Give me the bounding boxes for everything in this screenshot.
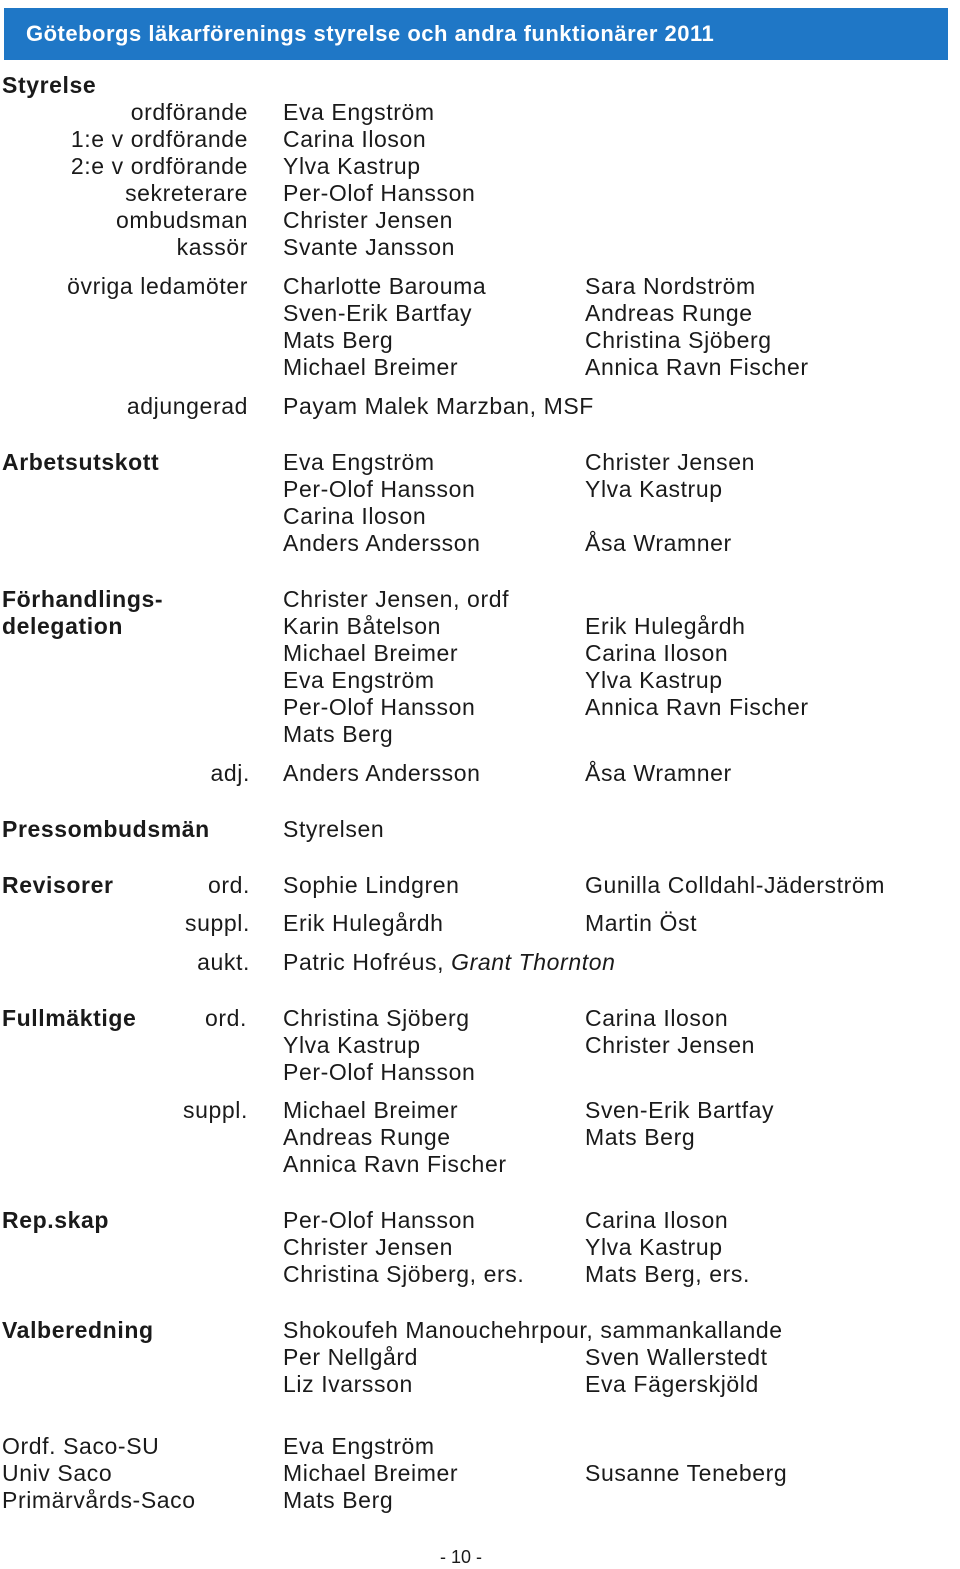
repskap-heading: Rep.skap [2,1207,110,1233]
role-name: Per-Olof Hansson [283,180,476,206]
member-name: Per-Olof Hansson [283,1059,476,1085]
member-name: Mats Berg [283,327,394,353]
suppl-label: suppl. [183,1097,248,1123]
member-name: Susanne Teneberg [585,1460,788,1486]
member-name: Mats Berg, ers. [585,1261,750,1287]
aukt-name: Patric Hofréus, [283,949,445,975]
member-name: Åsa Wramner [585,530,732,556]
ord-label: ord. [204,1005,247,1031]
member-name: Eva Engström [283,449,435,475]
role-label: ordförande [130,99,248,125]
role-name: Ylva Kastrup [283,153,421,179]
member-name: Åsa Wramner [585,760,732,786]
role-label: 2:e v ordförande [70,153,248,179]
member-name: Per-Olof Hansson [283,1207,476,1233]
role-label: kassör [176,234,248,260]
member-name: Per-Olof Hansson [283,476,476,502]
member-name: Mats Berg [585,1124,696,1150]
member-name: Eva Engström [283,1433,435,1459]
role-label: sekreterare [125,180,248,206]
member-name: Charlotte Barouma [283,273,487,299]
member-name: Annica Ravn Fischer [585,354,809,380]
member-name: Eva Engström [283,667,435,693]
member-name: Sven-Erik Bartfay [283,300,473,326]
member-name: Per-Olof Hansson [283,694,476,720]
member-name: Michael Breimer [283,354,459,380]
saco-label: Primärvårds-Saco [2,1487,196,1513]
member-name: Anders Andersson [283,530,481,556]
member-name: Annica Ravn Fischer [585,694,809,720]
member-name: Michael Breimer [283,1460,459,1486]
saco-label: Ordf. Saco-SU [2,1433,160,1459]
member-name: Eva Fägerskjöld [585,1371,759,1397]
aukt-entry [283,949,615,976]
role-label: 1:e v ordförande [70,126,248,152]
member-name: Sven Wallerstedt [585,1344,768,1370]
member-name: Ylva Kastrup [585,667,723,693]
member-name: Gunilla Colldahl-Jäderström [585,872,885,898]
member-name: Carina Iloson [283,503,427,529]
member-name: Anders Andersson [283,760,481,786]
ord-label: ord. [207,872,250,898]
member-name: Sven-Erik Bartfay [585,1097,775,1123]
saco-label: Univ Saco [2,1460,113,1486]
page-title-banner: Göteborgs läkarförenings styrelse och andra funktionärer 2011 [4,8,948,60]
role-name: Svante Jansson [283,234,456,260]
page-number: - 10 - [440,1547,483,1567]
member-name: Carina Iloson [585,640,729,666]
role-label: ombudsman [116,207,248,233]
member-name: Christina Sjöberg [585,327,772,353]
pressombudsman-value: Styrelsen [283,816,385,842]
member-name: Christer Jensen [283,1234,454,1260]
role-name: Christer Jensen [283,207,454,233]
role-name: Eva Engström [283,99,435,125]
member-name: Mats Berg [283,1487,394,1513]
member-name: Karin Båtelson [283,613,441,639]
forhandling-heading: delegation [2,613,124,639]
aukt-label: aukt. [197,949,250,975]
member-name: Mats Berg [283,721,394,747]
revisorer-heading: Revisorer [2,872,114,898]
ovriga-label: övriga ledamöter [67,273,248,299]
styrelse-heading: Styrelse [2,72,97,98]
member-name: Christina Sjöberg, ers. [283,1261,525,1287]
fullmaktige-heading: Fullmäktige [2,1005,137,1031]
member-name: Christer Jensen [585,1032,756,1058]
member-name: Ylva Kastrup [283,1032,421,1058]
member-name: Carina Iloson [585,1207,729,1233]
member-name: Sophie Lindgren [283,872,460,898]
member-name: Erik Hulegårdh [283,910,444,936]
member-name: Annica Ravn Fischer [283,1151,507,1177]
member-name: Christina Sjöberg [283,1005,470,1031]
adjungerad-name: Payam Malek Marzban, MSF [283,393,594,419]
member-name: Per Nellgård [283,1344,419,1370]
role-name: Carina Iloson [283,126,427,152]
arbetsutskott-heading: Arbetsutskott [2,449,160,475]
member-name: Michael Breimer [283,1097,459,1123]
suppl-label: suppl. [185,910,250,936]
forhandling-heading: Förhandlings- [2,586,164,612]
member-name: Andreas Runge [585,300,753,326]
member-name: Ylva Kastrup [585,476,723,502]
member-name: Erik Hulegårdh [585,613,746,639]
member-name: Liz Ivarsson [283,1371,413,1397]
pressombudsman-heading: Pressombudsmän [2,816,210,842]
adjungerad-label: adjungerad [126,393,248,419]
valberedning-heading: Valberedning [2,1317,154,1343]
member-name: Christer Jensen, ordf [283,586,510,612]
member-name: Carina Iloson [585,1005,729,1031]
member-name: Martin Öst [585,910,698,936]
member-name: Michael Breimer [283,640,459,666]
member-name: Ylva Kastrup [585,1234,723,1260]
adj-label: adj. [210,760,250,786]
aukt-firm: Grant Thornton [451,949,616,975]
member-name: Christer Jensen [585,449,756,475]
member-name: Sara Nordström [585,273,756,299]
member-name: Andreas Runge [283,1124,451,1150]
member-name: Shokoufeh Manouchehrpour, sammankallande [283,1317,783,1343]
